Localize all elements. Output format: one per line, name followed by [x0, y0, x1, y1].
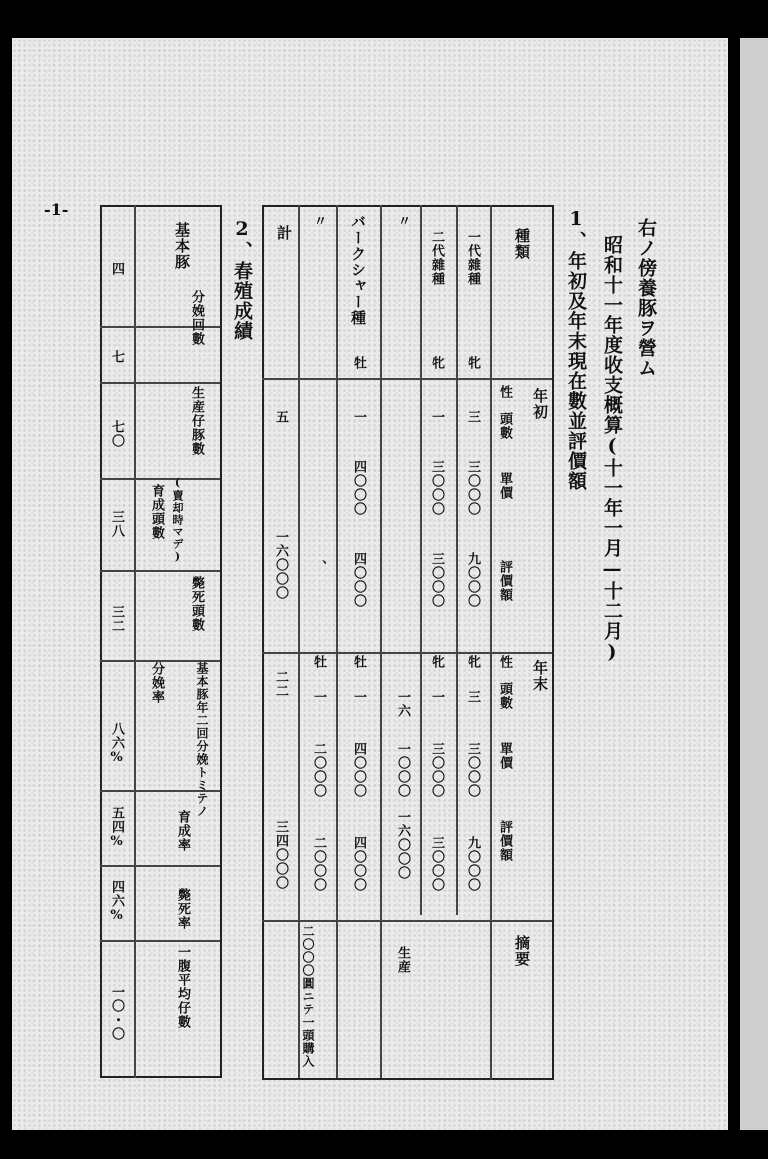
label-value: 評價額	[497, 560, 512, 602]
row3-value-end: 一六〇〇〇	[395, 810, 410, 880]
row4-sex-end: 牡	[351, 655, 366, 669]
row5-sex-end: 牡	[311, 655, 326, 669]
row5-note: 二〇〇〇圓ニテ一頭購入	[301, 925, 315, 1068]
t2-col7-label: 育成率	[175, 810, 190, 852]
row5-type: 〃	[311, 214, 326, 228]
adjacent-page-edge	[740, 38, 768, 1130]
row4-sex: 牡	[351, 356, 366, 370]
row4-value-end: 四〇〇〇	[351, 836, 366, 892]
table1-right-rule	[552, 205, 554, 1080]
row6-count-end: 二二	[273, 670, 288, 698]
t2-value-raising-rate: 五四%	[109, 806, 124, 850]
row3-unit-end: 一〇〇〇	[395, 742, 410, 798]
row2-sex-end: 牝	[429, 655, 444, 669]
row6-value-end: 三四〇〇〇	[273, 820, 288, 890]
t2-value-breeding-pigs: 四	[109, 262, 124, 276]
row2-count-end: 一	[429, 690, 444, 704]
row2-unit-end: 三〇〇〇	[429, 742, 444, 798]
table2-col-divider-3	[100, 478, 220, 480]
table2-bottom-rule	[100, 1076, 222, 1078]
row4-count: 一	[351, 410, 366, 424]
row2-value-end: 三〇〇〇	[429, 836, 444, 892]
row6-value: 一六〇〇〇	[273, 530, 288, 600]
t2-value-raised: 三八	[109, 510, 124, 538]
table1-bottom-rule	[262, 1078, 554, 1080]
label-count: 頭數	[497, 412, 512, 440]
row2-sex: 牝	[429, 356, 444, 370]
t2-col6-header: 基本豚年二回分娩トミテノ	[195, 662, 209, 818]
label-unit-end: 單價	[497, 742, 512, 770]
row1-sex-end: 牝	[465, 655, 480, 669]
t2-value-farrowing-rate: 八六%	[109, 722, 124, 766]
section-1-title: 1、年初及年末現在數並評價額	[565, 208, 587, 491]
table1-year-divider	[262, 652, 552, 654]
t2-col4-label: 育成頭數	[149, 484, 164, 540]
row2-count: 一	[429, 410, 444, 424]
table1-row-divider-2	[420, 205, 422, 915]
table2-col-divider-7	[100, 865, 220, 867]
table1-row-divider-3	[380, 205, 382, 1078]
row5-unit-end: 二〇〇〇	[311, 742, 326, 798]
t2-value-piglets: 七〇	[109, 420, 124, 448]
t2-col5-label: 斃死頭數	[189, 576, 204, 632]
table1-remarks-divider	[262, 920, 552, 922]
label-sex-end: 性	[497, 655, 512, 669]
table1-row-divider-4	[336, 205, 338, 1078]
label-year-start: 年初	[531, 388, 549, 420]
row2-unit: 三〇〇〇	[429, 460, 444, 516]
table2-top-rule	[100, 205, 222, 207]
row2-value: 三〇〇〇	[429, 552, 444, 608]
table2-left-rule	[100, 205, 102, 1078]
row2-type: 二代雜種	[429, 230, 444, 286]
row3-count-end: 一六	[395, 690, 410, 718]
heading: 右ノ傍養豚ヲ營ム	[635, 218, 657, 378]
label-remarks: 摘要	[513, 935, 531, 967]
t2-value-farrowings: 七	[109, 350, 124, 364]
row4-unit-end: 四〇〇〇	[351, 742, 366, 798]
budget-line: 昭和十一年度收支概算(十一年一月—十二月)	[601, 235, 623, 664]
label-year-end: 年末	[531, 660, 549, 692]
table1-left-rule	[262, 205, 264, 1080]
table1-row-divider-5	[298, 205, 300, 1078]
table2-col-divider-2	[100, 382, 220, 384]
row1-unit: 三〇〇〇	[465, 460, 480, 516]
row1-unit-end: 三〇〇〇	[465, 742, 480, 798]
t2-col3-label: 生産仔豚數	[189, 386, 204, 456]
row6-count: 五	[273, 410, 288, 424]
t2-col2-label: 分娩回數	[189, 290, 204, 346]
section-2-title: 2、春殖成績	[231, 218, 253, 341]
row3-type: 〃	[395, 214, 410, 228]
label-value-end: 評價額	[497, 820, 512, 862]
table1-row-divider-1	[456, 205, 458, 915]
row3-note: 生産	[395, 946, 410, 974]
row5-value-end: 二〇〇〇	[311, 836, 326, 892]
label-count-end: 頭數	[497, 682, 512, 710]
label-unit: 單價	[497, 472, 512, 500]
table2-header-divider	[134, 205, 136, 1078]
table2-right-rule	[220, 205, 222, 1078]
table2-col-divider-4	[100, 570, 220, 572]
row1-count: 三	[465, 410, 480, 424]
table1-header-divider	[490, 205, 492, 1080]
t2-col6-label: 分娩率	[149, 662, 164, 704]
table1-top-rule	[262, 205, 554, 207]
row5-value: 、	[311, 560, 326, 574]
table2-col-divider-8	[100, 940, 220, 942]
row4-unit: 四〇〇〇	[351, 460, 366, 516]
row6-total-label: 計	[275, 225, 293, 241]
label-type: 種類	[513, 228, 531, 260]
row1-value-end: 九〇〇〇	[465, 836, 480, 892]
t2-col3-note: (賣却時マデ)	[171, 476, 184, 564]
t2-col8-label: 斃死率	[175, 888, 190, 930]
t2-col9-label: 一腹平均仔數	[175, 945, 190, 1029]
row5-count-end: 一	[311, 690, 326, 704]
row1-sex: 牝	[465, 356, 480, 370]
row4-count-end: 一	[351, 690, 366, 704]
row1-value: 九〇〇〇	[465, 552, 480, 608]
row1-type: 一代雜種	[465, 230, 480, 286]
t2-col1-label: 基本豚	[173, 222, 191, 270]
table1-type-divider	[262, 378, 552, 380]
row4-type: バークシャー種	[349, 214, 367, 326]
row4-value: 四〇〇〇	[351, 552, 366, 608]
label-sex: 性	[497, 385, 512, 399]
row1-count-end: 三	[465, 690, 480, 704]
t2-value-death-rate: 四六%	[109, 880, 124, 924]
t2-value-avg-litter: 一〇・〇	[109, 985, 124, 1041]
page-number: -1-	[44, 200, 69, 219]
t2-value-deaths: 三二	[109, 605, 124, 633]
